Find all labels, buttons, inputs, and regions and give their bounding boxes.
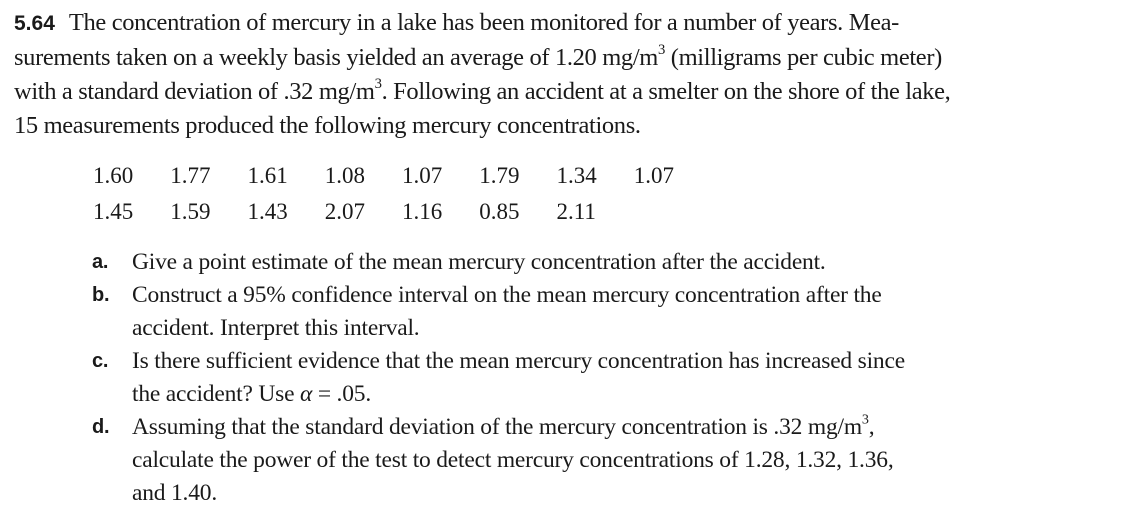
part-line: = .05. [312, 381, 371, 407]
table-cell: 1.61 [247, 163, 288, 188]
problem-text: 15 measurements produced the following mercury concentrations. [14, 112, 641, 139]
part-d [92, 411, 1102, 510]
problem-text: with a standard deviation of .32 mg/m [14, 78, 375, 105]
problem-text: . Following an accident at a smelter on the shore of the lake, [381, 78, 951, 105]
part-line: accident. Interpret this interval. [132, 315, 420, 341]
problem-line [14, 75, 1110, 109]
part-text [132, 411, 1102, 510]
table-cell: 1.07 [402, 163, 443, 188]
part-label: d. [92, 416, 110, 438]
problem-line [14, 41, 1110, 75]
part-line: Is there sufficient evidence that the mean mercury concentration has increased since [132, 348, 905, 374]
table-cell: 1.79 [479, 163, 520, 188]
part-line: , [868, 414, 875, 440]
superscript: 3 [861, 411, 869, 428]
problem-line [14, 6, 1110, 41]
table-cell: 1.07 [633, 163, 674, 188]
part-c [92, 345, 1102, 411]
part-line: and 1.40. [132, 480, 218, 506]
part-line: Assuming that the standard deviation of the mercury concentration is .32 mg/m [132, 414, 862, 440]
problem-text: surements taken on a weekly basis yielded an average of 1.20 mg/m [14, 44, 658, 71]
table-cell: 1.59 [170, 199, 211, 224]
part-line: Construct a 95% confidence interval on the mean mercury concentration after the [132, 282, 882, 308]
table-cell: 1.77 [170, 163, 211, 188]
question-parts [92, 246, 1102, 510]
part-b [92, 279, 1102, 345]
table-cell: 1.43 [247, 199, 288, 224]
table-cell: 2.07 [324, 199, 365, 224]
table-cell: 1.45 [93, 199, 134, 224]
table-row [93, 158, 711, 194]
part-label: c. [92, 350, 109, 372]
part-label: b. [92, 284, 110, 306]
measurement-table [93, 158, 711, 230]
part-text [132, 246, 1102, 279]
table-cell: 1.16 [402, 199, 443, 224]
problem-statement [14, 6, 1110, 143]
part-a [92, 246, 1102, 279]
superscript: 3 [374, 75, 382, 92]
alpha-symbol: α [300, 381, 313, 407]
part-line: calculate the power of the test to detect mercury concentrations of 1.28, 1.32, 1.36, [132, 447, 894, 473]
part-label: a. [92, 251, 109, 273]
table-cell: 1.08 [324, 163, 365, 188]
table-cell: 0.85 [479, 199, 520, 224]
part-text [132, 279, 1102, 345]
table-cell-empty [634, 194, 711, 230]
part-text [132, 345, 1102, 411]
problem-number: 5.64 [14, 12, 55, 35]
table-cell: 2.11 [556, 199, 596, 224]
table-row [93, 194, 711, 230]
table-cell: 1.60 [93, 163, 134, 188]
table-cell: 1.34 [556, 163, 597, 188]
problem-line [14, 109, 1110, 143]
superscript: 3 [658, 41, 665, 58]
part-line: Give a point estimate of the mean mercury concentration after the accident. [132, 249, 826, 275]
part-line: the accident? Use [132, 381, 300, 407]
problem-text: The concentration of mercury in a lake has been monitored for a number of years. Mea- [68, 9, 899, 36]
problem-text: (milligrams per cubic meter) [665, 44, 942, 71]
